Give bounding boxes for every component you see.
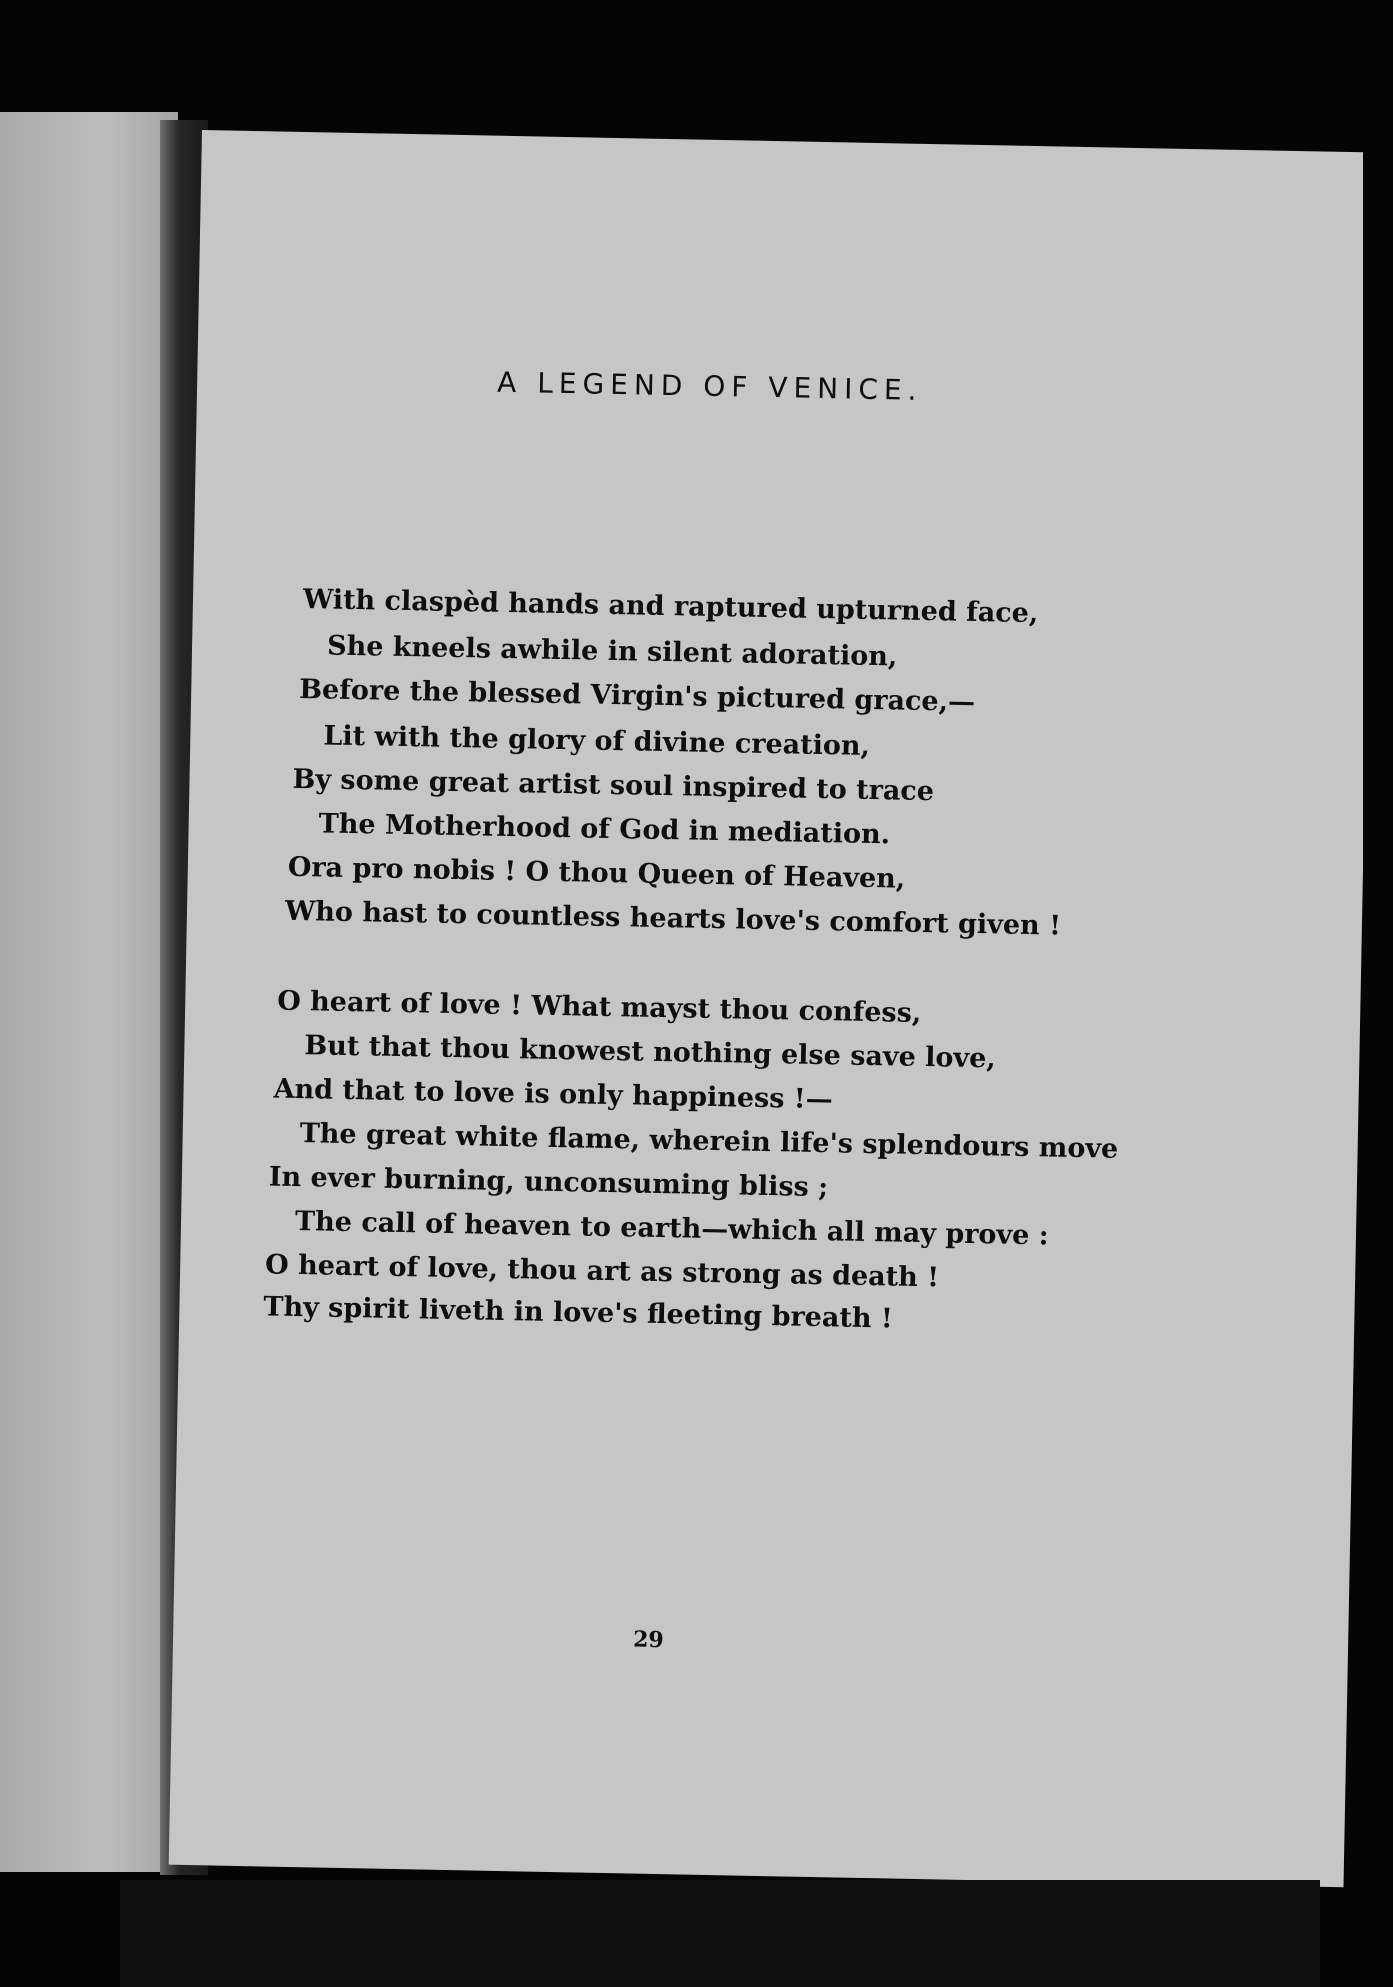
poem-line: Ora pro nobis ! O thou Queen of Heaven, [287, 851, 906, 895]
book-page [169, 130, 1377, 1887]
poem-line: Who hast to countless hearts love's comfort given ! [284, 895, 1062, 942]
poem-line: O heart of love ! What mayst thou confess, [276, 985, 922, 1029]
poem-line: But that thou knowest nothing else save love, [304, 1030, 997, 1075]
poem-line: And that to love is only happiness !— [273, 1073, 833, 1116]
previous-page-edge [0, 112, 178, 1872]
poem-line: The call of heaven to earth—which all may prove : [294, 1205, 1049, 1252]
poem-line: By some great artist soul inspired to trace [292, 763, 935, 808]
poem-line: Lit with the glory of divine creation, [323, 720, 871, 762]
bottom-shadow [120, 1880, 1320, 1987]
poem-line: She kneels awhile in silent adoration, [326, 630, 898, 673]
poem-line: In ever burning, unconsuming bliss ; [268, 1161, 829, 1204]
page-number: 29 [632, 1626, 664, 1654]
poem-line: The great white flame, wherein life's splendours move [299, 1118, 1119, 1165]
poem-line: O heart of love, thou art as strong as death ! [264, 1249, 940, 1294]
poem-line: The Motherhood of God in mediation. [318, 808, 891, 851]
poem-line: With claspèd hands and raptured upturned face, [302, 584, 1039, 630]
poem-line: Before the blessed Virgin's pictured grace,— [298, 673, 976, 718]
poem-line: Thy spirit liveth in love's fleeting breath ! [263, 1291, 894, 1335]
page-title: A LEGEND OF VENICE. [496, 365, 923, 407]
right-shadow [1363, 0, 1393, 1987]
